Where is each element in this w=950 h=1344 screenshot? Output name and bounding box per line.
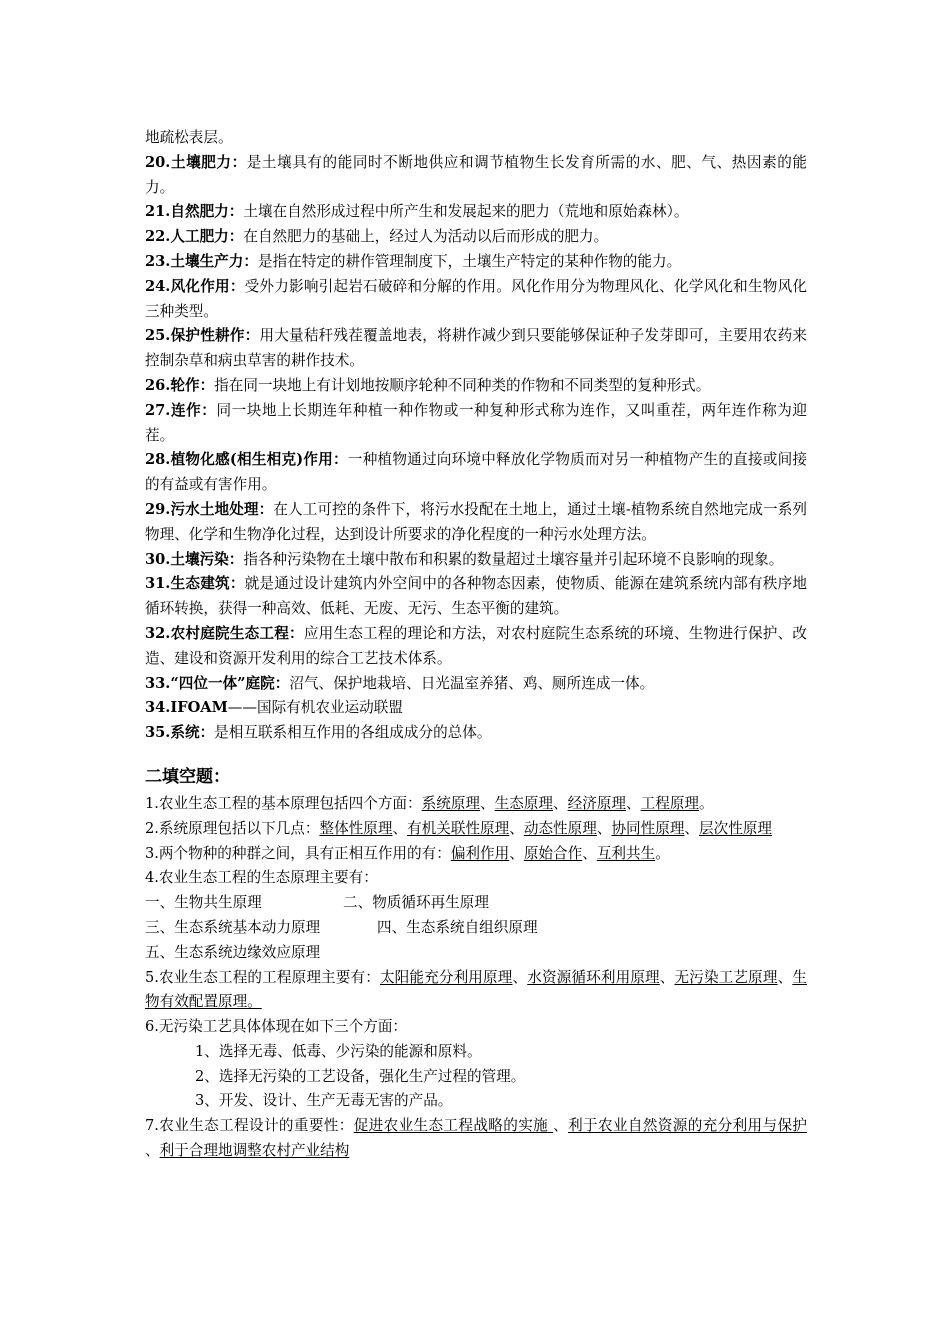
separator: 、 [553, 794, 568, 812]
q4-item-1: 一、生物共生原理 [145, 894, 262, 912]
document-page [145, 126, 807, 1164]
term-label: 24.风化作用： [145, 277, 245, 295]
question-text: 1.农业生态工程的基本原理包括四个方面： [145, 794, 422, 812]
question-text: 2.系统原理包括以下几点： [145, 819, 320, 837]
q4-item-4: 四、生态系统自组织原理 [377, 918, 538, 936]
answer-blank: 层次性原理 [699, 819, 773, 837]
q4-row-2 [145, 916, 807, 941]
question-1 [145, 792, 807, 817]
term-entry [145, 572, 807, 622]
term-entry [145, 399, 807, 449]
term-definitions [145, 151, 807, 746]
answer-blank: 无污染工艺原理 [674, 968, 778, 986]
answer-blank: 整体性原理 [319, 819, 393, 837]
separator: 、 [659, 968, 675, 986]
term-definition: 是土壤具有的能同时不断地供应和调节植物生长发育所需的水、肥、气、热因素的能力。 [145, 153, 807, 196]
separator: 、 [512, 968, 528, 986]
separator: 、 [684, 819, 700, 837]
term-label: 27.连作： [145, 401, 217, 419]
question-end: 。 [699, 794, 714, 812]
q6-item-1: 1、选择无毒、低毒、少污染的能源和原料。 [195, 1042, 482, 1060]
answer-blank: 协同性原理 [611, 819, 685, 837]
term-entry [145, 448, 807, 498]
separator: 、 [509, 819, 524, 837]
answer-blank: 生物有效配置原理。 [145, 968, 807, 1011]
term-definition: ——国际有机农业运动联盟 [227, 699, 403, 717]
term-entry [145, 498, 807, 548]
term-definition: 是相互联系相互作用的各组成成分的总体。 [214, 724, 492, 742]
question-text: 3.两个物种的种群之间，具有正相互作用的有： [145, 844, 451, 862]
term-definition: 受外力影响引起岩石破碎和分解的作用。风化作用分为物理风化、化学风化和生物风化三种类型。 [145, 277, 807, 320]
term-entry [145, 151, 807, 201]
term-entry [145, 672, 807, 697]
term-label: 21.自然肥力： [145, 203, 244, 221]
answer-blank: 利于合理地调整农村产业结构 [159, 1142, 350, 1160]
q4-row-1 [145, 891, 807, 916]
term-definition: 指在同一块地上有计划地按顺序轮种不同种类的作物和不同类型的复种形式。 [214, 376, 711, 394]
separator: 、 [777, 968, 793, 986]
term-entry [145, 374, 807, 399]
answer-blank: 有机关联性原理 [407, 819, 510, 837]
q4-item-5: 五、生态系统边缘效应原理 [145, 943, 321, 961]
term-entry [145, 200, 807, 225]
answer-blank: 太阳能充分利用原理 [379, 968, 513, 986]
term-entry [145, 548, 807, 573]
answer-blank: 生态原理 [494, 794, 554, 812]
answer-blank: 促进农业生态工程战略的实施 [353, 1117, 554, 1135]
q6-item-3: 3、开发、设计、生产无毒无害的产品。 [195, 1092, 453, 1110]
term-entry [145, 622, 807, 672]
term-label: 32.农村庭院生态工程： [145, 624, 304, 642]
question-text: 7.农业生态工程设计的重要性： [145, 1117, 354, 1135]
answer-blank: 动态性原理 [523, 819, 597, 837]
term-label: 26.轮作： [145, 376, 215, 394]
term-label: 31.生态建筑： [145, 575, 245, 593]
separator: 、 [626, 794, 641, 812]
question-6: 6.无污染工艺具体体现在如下三个方面： [145, 1018, 408, 1036]
term-definition: 沼气、保护地栽培、日光温室养猪、鸡、厕所连成一体。 [289, 674, 655, 692]
answer-blank: 经济原理 [567, 794, 627, 812]
separator: 、 [582, 844, 597, 862]
term-definition: 在自然肥力的基础上，经过人为活动以后而形成的肥力。 [243, 228, 609, 246]
term-definition: 应用生态工程的理论和方法，对农村庭院生态系统的环境、生物进行保护、改造、建设和资源开发利用的综合工艺技术体系。 [145, 624, 807, 667]
term-label: 34.IFOAM [145, 699, 228, 717]
term-entry [145, 225, 807, 250]
answer-blank: 工程原理 [640, 794, 700, 812]
term-definition: 在人工可控的条件下，将污水投配在土地上，通过土壤-植物系统自然地完成一系列物理、化学和生物净化过程，达到设计所要求的净化程度的一种污水处理方法。 [145, 500, 808, 543]
term-label: 20.土壤肥力： [145, 153, 247, 171]
term-definition: 同一块地上长期连年种植一种作物或一种复种形式称为连作，又叫重茬，两年连作称为迎茬。 [145, 401, 808, 444]
term-entry [145, 250, 807, 275]
question-3 [145, 842, 807, 867]
answer-blank: 水资源循环利用原理 [527, 968, 660, 986]
term-definition: 指各种污染物在土壤中散布和积累的数量超过土壤容量并引起环境不良影响的现象。 [243, 550, 784, 568]
term-definition: 土壤在自然形成过程中所产生和发展起来的肥力（荒地和原始森林）。 [243, 203, 689, 221]
separator: 、 [392, 819, 408, 837]
separator: 、 [480, 794, 495, 812]
answer-blank: 互利共生 [596, 844, 656, 862]
term-label: 29.污水土地处理： [145, 500, 274, 518]
question-7 [145, 1114, 807, 1164]
separator: 、 [509, 844, 524, 862]
term-definition: 一种植物通过向环境中释放化学物质而对另一种植物产生的直接或间接的有益或有害作用。 [145, 451, 807, 494]
question-5 [145, 966, 807, 1016]
question-4: 4.农业生态工程的生态原理主要有： [145, 869, 378, 887]
q4-item-3: 三、生态系统基本动力原理 [145, 918, 321, 936]
term-entry [145, 275, 807, 325]
q6-item-2: 2、选择无污染的工艺设备，强化生产过程的管理。 [195, 1067, 526, 1085]
section-title: 二填空题： [145, 766, 230, 787]
separator: 、 [553, 1117, 569, 1135]
term-definition: 用大量秸秆残茬覆盖地表，将耕作减少到只要能够保证种子发芽即可，主要用农药来控制杂草和病虫草害的耕作技术。 [145, 327, 807, 370]
term-definition: 是指在特定的耕作管理制度下，土壤生产特定的某种作物的能力。 [257, 252, 682, 270]
term-entry [145, 696, 807, 721]
term-label: 35.系统： [145, 724, 215, 742]
term-label: 30.土壤污染： [145, 550, 244, 568]
separator: 、 [145, 1142, 160, 1160]
answer-blank: 原始合作 [523, 844, 583, 862]
term-label: 28.植物化感(相生相克)作用： [145, 451, 348, 469]
answer-blank: 偏利作用 [450, 844, 510, 862]
term-label: 22.人工肥力： [145, 228, 244, 246]
answer-blank: 利于农业自然资源的充分利用与保护 [568, 1117, 807, 1135]
term-entry [145, 324, 807, 374]
term-entry [145, 721, 807, 746]
question-end: 。 [655, 844, 670, 862]
question-text: 5.农业生态工程的工程原理主要有： [145, 968, 380, 986]
term-label: 33.“四位一体”庭院： [145, 674, 290, 692]
question-2 [145, 817, 807, 842]
term-label: 25.保护性耕作： [145, 327, 260, 345]
lead-text: 地疏松表层。 [145, 129, 233, 146]
term-label: 23.土壤生产力： [145, 252, 258, 270]
q4-item-2: 二、物质循环再生原理 [343, 894, 489, 912]
answer-blank: 系统原理 [421, 794, 481, 812]
term-definition: 就是通过设计建筑内外空间中的各种物态因素，使物质、能源在建筑系统内部有秩序地循环转换，获得一种高效、低耗、无废、无污、生态平衡的建筑。 [145, 575, 807, 618]
separator: 、 [596, 819, 612, 837]
